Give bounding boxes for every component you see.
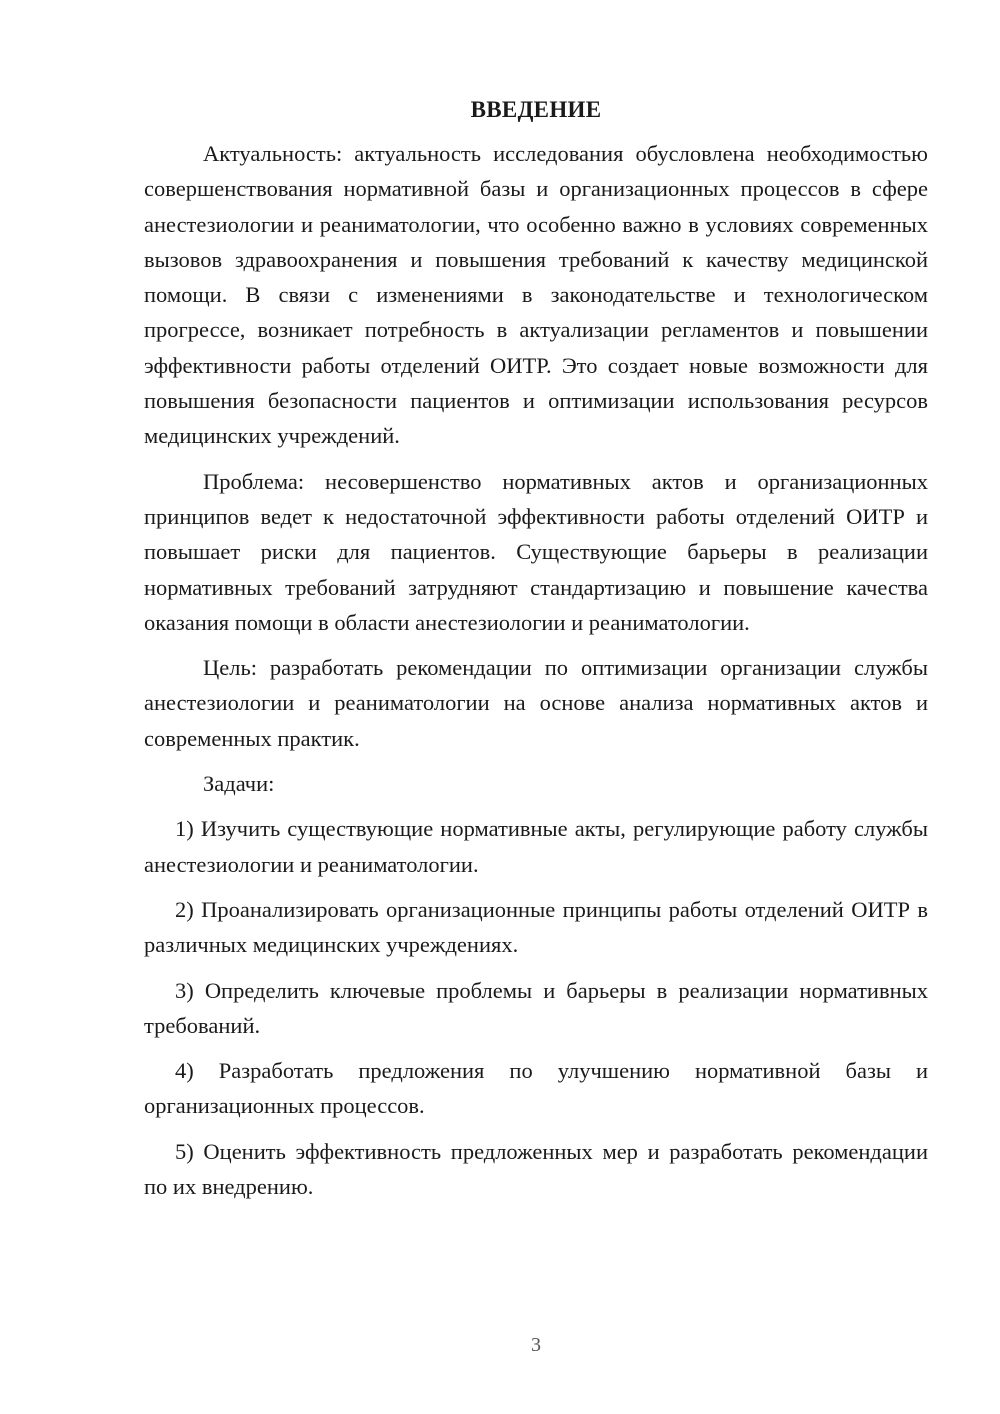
- task-item: 1) Изучить существующие нормативные акты, регулирующие работу службы анестезиологии и реаниматологии.: [144, 816, 928, 877]
- page-number: 3: [531, 1334, 541, 1356]
- paragraph-relevance: Актуальность: актуальность исследования обусловлена необходимостью совершенствования нормативной базы и организационных процессов в сфере анестезиологии и реаниматологии, что особенно важно в условиях современных вызовов здравоохранения и повышения требований к качеству медицинской помощи. В связи с изменениями в законодательстве и технологическом прогрессе, возникает потребность в актуализации регламентов и повышении эффективности работы отделений ОИТР. Это создает новые возможности для повышения безопасности пациентов и оптимизации использования ресурсов медицинских учреждений.: [144, 141, 928, 449]
- paragraph-problem: Проблема: несовершенство нормативных актов и организационных принципов ведет к недостаточной эффективности работы отделений ОИТР и повышает риски для пациентов. Существующие барьеры в реализации нормативных требований затрудняют стандартизацию и повышение качества оказания помощи в области анестезиологии и реаниматологии.: [144, 468, 928, 635]
- task-item: 3) Определить ключевые проблемы и барьеры в реализации нормативных требований.: [144, 977, 928, 1038]
- task-item: 4) Разработать предложения по улучшению нормативной базы и организационных процессов.: [144, 1058, 928, 1119]
- tasks-label: Задачи:: [203, 771, 275, 797]
- task-item: 2) Проанализировать организационные принципы работы отделений ОИТР в различных медицинских учреждениях.: [144, 896, 928, 958]
- task-item: 5) Оценить эффективность предложенных мер и разработать рекомендации по их внедрению.: [144, 1138, 928, 1200]
- paragraph-goal: Цель: разработать рекомендации по оптимизации организации службы анестезиологии и реаниматологии на основе анализа нормативных актов и современных практик.: [144, 655, 928, 751]
- section-heading: ВВЕДЕНИЕ: [470, 97, 602, 122]
- document-page: [144, 94, 928, 1214]
